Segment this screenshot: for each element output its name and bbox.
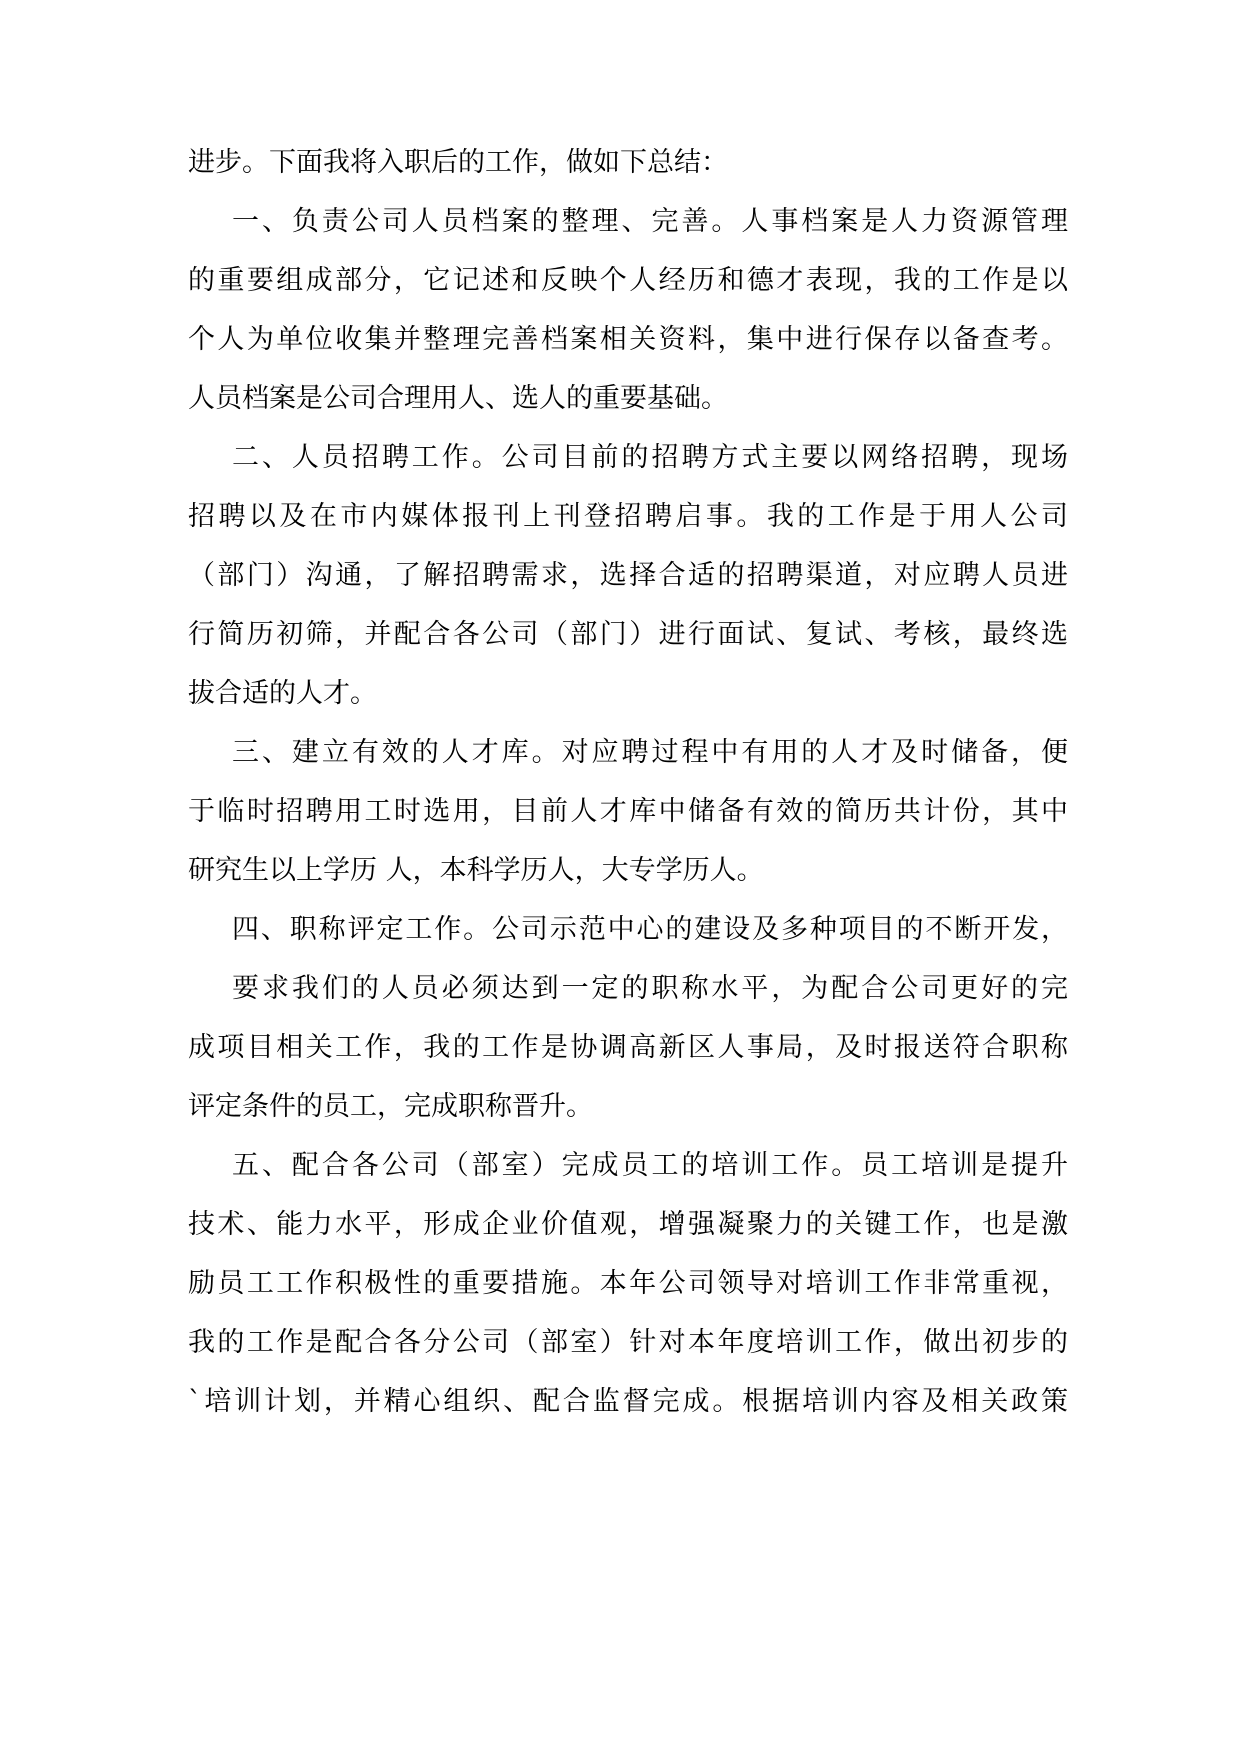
paragraph-line-1: 进步。下面我将入职后的工作，做如下总结： (188, 147, 728, 178)
paragraph-line-3: 的重要组成部分，它记述和反映个人经历和德才表现，我的工作是以 (188, 265, 1068, 296)
paragraph-line-4: 个人为单位收集并整理完善档案相关资料，集中进行保存以备查考。 (188, 324, 1068, 355)
paragraph-line-14: 四、职称评定工作。公司示范中心的建设及多种项目的不断开发， (232, 914, 1068, 945)
paragraph-line-20: 励员工工作积极性的重要措施。本年公司领导对培训工作非常重视， (188, 1268, 1068, 1299)
paragraph-line-21: 我的工作是配合各分公司（部室）针对本年度培训工作，做出初步的 (188, 1327, 1068, 1358)
paragraph-line-6: 二、人员招聘工作。公司目前的招聘方式主要以网络招聘，现场 (232, 442, 1068, 473)
paragraph-line-19: 技术、能力水平，形成企业价值观，增强凝聚力的关键工作，也是激 (188, 1209, 1068, 1240)
paragraph-line-5: 人员档案是公司合理用人、选人的重要基础。 (188, 383, 728, 414)
paragraph-line-10: 拔合适的人才。 (188, 678, 377, 709)
paragraph-line-18: 五、配合各公司（部室）完成员工的培训工作。员工培训是提升 (232, 1150, 1068, 1181)
paragraph-line-7: 招聘以及在市内媒体报刊上刊登招聘启事。我的工作是于用人公司 (188, 501, 1068, 532)
paragraph-line-8: （部门）沟通，了解招聘需求，选择合适的招聘渠道，对应聘人员进 (188, 560, 1068, 591)
paragraph-line-15: 要求我们的人员必须达到一定的职称水平，为配合公司更好的完 (232, 973, 1068, 1004)
paragraph-line-2: 一、负责公司人员档案的整理、完善。人事档案是人力资源管理 (232, 206, 1068, 237)
paragraph-line-22: `培训计划，并精心组织、配合监督完成。根据培训内容及相关政策 (188, 1386, 1068, 1417)
paragraph-line-9: 行简历初筛，并配合各公司（部门）进行面试、复试、考核，最终选 (188, 619, 1068, 650)
paragraph-line-17: 评定条件的员工，完成职称晋升。 (188, 1091, 593, 1122)
paragraph-line-11: 三、建立有效的人才库。对应聘过程中有用的人才及时储备，便 (232, 737, 1068, 768)
paragraph-line-16: 成项目相关工作，我的工作是协调高新区人事局，及时报送符合职称 (188, 1032, 1068, 1063)
paragraph-line-13: 研究生以上学历 人，本科学历人，大专学历人。 (188, 855, 764, 886)
paragraph-line-12: 于临时招聘用工时选用，目前人才库中储备有效的简历共计份，其中 (188, 796, 1068, 827)
